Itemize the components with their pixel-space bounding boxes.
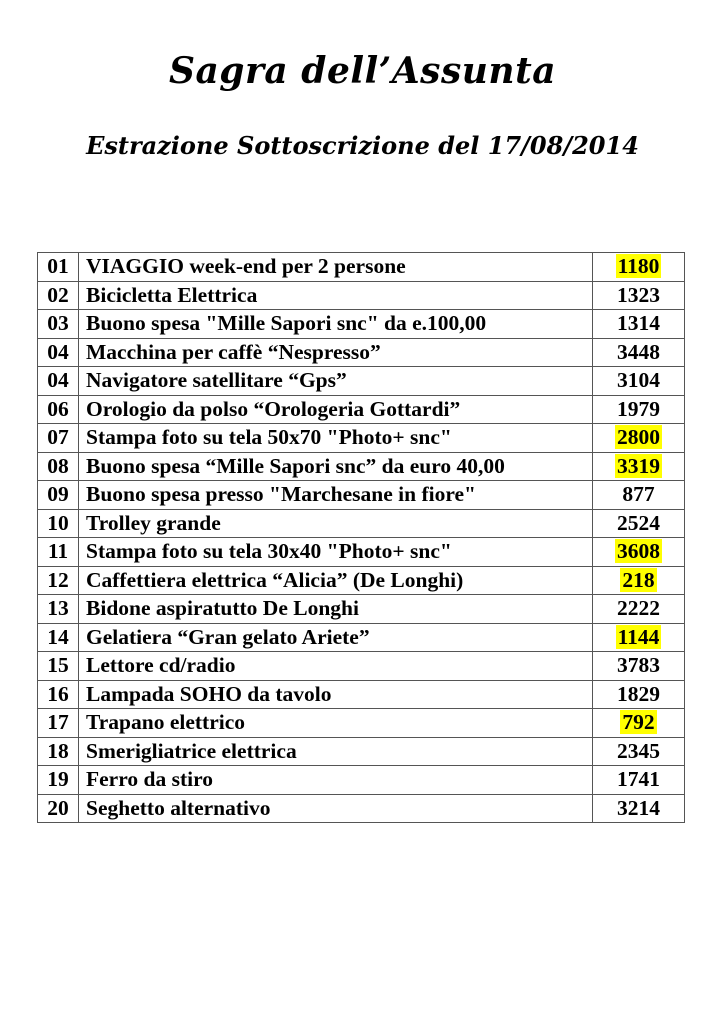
prize-description-cell: VIAGGIO week-end per 2 persone	[79, 253, 593, 282]
ticket-number-cell	[593, 281, 685, 310]
ticket-number-cell	[593, 395, 685, 424]
table-row	[38, 652, 685, 681]
prize-number-cell: 18	[38, 737, 79, 766]
prize-number-cell: 13	[38, 595, 79, 624]
ticket-number-cell	[593, 481, 685, 510]
prize-description-cell: Stampa foto su tela 50x70 "Photo+ snc"	[79, 424, 593, 453]
ticket-number-cell	[593, 452, 685, 481]
prize-description-cell: Smerigliatrice elettrica	[79, 737, 593, 766]
ticket-number-cell	[593, 709, 685, 738]
winning-ticket-number: 3608	[617, 539, 660, 563]
prize-number-cell: 17	[38, 709, 79, 738]
winning-ticket-number: 3214	[617, 795, 660, 820]
prize-description-cell: Ferro da stiro	[79, 766, 593, 795]
prize-number-cell: 04	[38, 338, 79, 367]
winning-ticket-number: 1829	[617, 681, 660, 706]
winning-ticket-number: 877	[622, 482, 655, 506]
prize-description-cell: Buono spesa presso "Marchesane in fiore"	[79, 481, 593, 510]
table-row	[38, 253, 685, 282]
ticket-number-cell	[593, 367, 685, 396]
prize-description-cell: Macchina per caffè “Nespresso”	[79, 338, 593, 367]
winning-ticket-number: 3783	[617, 653, 660, 677]
prize-number-cell: 16	[38, 680, 79, 709]
prize-description-cell: Bidone aspiratutto De Longhi	[79, 595, 593, 624]
prize-description-cell: Navigatore satellitare “Gps”	[79, 367, 593, 396]
winning-ticket-number: 1323	[617, 282, 660, 307]
prize-number-cell: 01	[38, 253, 79, 282]
winning-ticket-number: 1979	[617, 396, 660, 421]
table-row	[38, 509, 685, 538]
table-row	[38, 538, 685, 567]
ticket-number-cell	[593, 766, 685, 795]
prize-description-cell: Trapano elettrico	[79, 709, 593, 738]
ticket-number-cell	[593, 652, 685, 681]
table-row	[38, 737, 685, 766]
prize-number-cell: 14	[38, 623, 79, 652]
ticket-number-cell	[593, 794, 685, 823]
table-row	[38, 338, 685, 367]
table-row	[38, 595, 685, 624]
prize-description-cell: Gelatiera “Gran gelato Ariete”	[79, 623, 593, 652]
table-row	[38, 452, 685, 481]
winning-ticket-number: 1180	[617, 254, 660, 278]
ticket-number-cell	[593, 566, 685, 595]
prize-description-cell: Stampa foto su tela 30x40 "Photo+ snc"	[79, 538, 593, 567]
winning-ticket-number: 2800	[617, 425, 660, 449]
table-row	[38, 310, 685, 339]
table-row	[38, 566, 685, 595]
table-row	[38, 367, 685, 396]
ticket-number-cell	[593, 424, 685, 453]
ticket-number-cell	[593, 253, 685, 282]
ticket-number-cell	[593, 509, 685, 538]
prize-number-cell: 10	[38, 509, 79, 538]
winning-ticket-number: 3319	[617, 453, 660, 478]
prize-number-cell: 19	[38, 766, 79, 795]
prize-number-cell: 04	[38, 367, 79, 396]
prize-description-cell: Lettore cd/radio	[79, 652, 593, 681]
prize-description-cell: Bicicletta Elettrica	[79, 281, 593, 310]
prize-number-cell: 09	[38, 481, 79, 510]
winning-ticket-number: 792	[622, 710, 655, 734]
ticket-number-cell	[593, 310, 685, 339]
table-row	[38, 680, 685, 709]
table-row	[38, 281, 685, 310]
prize-description-cell: Trolley grande	[79, 509, 593, 538]
prize-description-cell: Lampada SOHO da tavolo	[79, 680, 593, 709]
winning-ticket-number: 2222	[617, 596, 660, 620]
winning-ticket-number: 1314	[617, 311, 660, 335]
ticket-number-cell	[593, 538, 685, 567]
prize-number-cell: 07	[38, 424, 79, 453]
table-row	[38, 424, 685, 453]
prize-description-cell: Buono spesa "Mille Sapori snc" da e.100,00	[79, 310, 593, 339]
winning-ticket-number: 2345	[617, 738, 660, 763]
winning-ticket-number: 1144	[617, 624, 660, 649]
document-subtitle: Estrazione Sottoscrizione del 17/08/2014	[86, 131, 639, 160]
ticket-number-cell	[593, 680, 685, 709]
winning-ticket-number: 3104	[617, 368, 660, 392]
prize-description-cell: Seghetto alternativo	[79, 794, 593, 823]
winning-ticket-number: 2524	[617, 510, 660, 535]
ticket-number-cell	[593, 737, 685, 766]
prize-description-cell: Caffettiera elettrica “Alicia” (De Longhi)	[79, 566, 593, 595]
ticket-number-cell	[593, 595, 685, 624]
table-row	[38, 794, 685, 823]
prize-number-cell: 08	[38, 452, 79, 481]
document-title: Sagra dell’Assunta	[168, 50, 557, 92]
prize-number-cell: 12	[38, 566, 79, 595]
winning-ticket-number: 1741	[617, 767, 660, 791]
winning-ticket-number: 218	[622, 567, 655, 592]
prize-table-body	[38, 253, 685, 823]
prize-number-cell: 20	[38, 794, 79, 823]
prize-number-cell: 11	[38, 538, 79, 567]
prize-number-cell: 15	[38, 652, 79, 681]
prize-number-cell: 02	[38, 281, 79, 310]
prize-description-cell: Orologio da polso “Orologeria Gottardi”	[79, 395, 593, 424]
prize-description-cell: Buono spesa “Mille Sapori snc” da euro 40,00	[79, 452, 593, 481]
table-row	[38, 395, 685, 424]
ticket-number-cell	[593, 623, 685, 652]
prize-number-cell: 03	[38, 310, 79, 339]
winning-ticket-number: 3448	[617, 339, 660, 364]
ticket-number-cell	[593, 338, 685, 367]
table-row	[38, 709, 685, 738]
table-row	[38, 623, 685, 652]
prize-table	[37, 252, 685, 823]
table-row	[38, 766, 685, 795]
prize-number-cell: 06	[38, 395, 79, 424]
table-row	[38, 481, 685, 510]
